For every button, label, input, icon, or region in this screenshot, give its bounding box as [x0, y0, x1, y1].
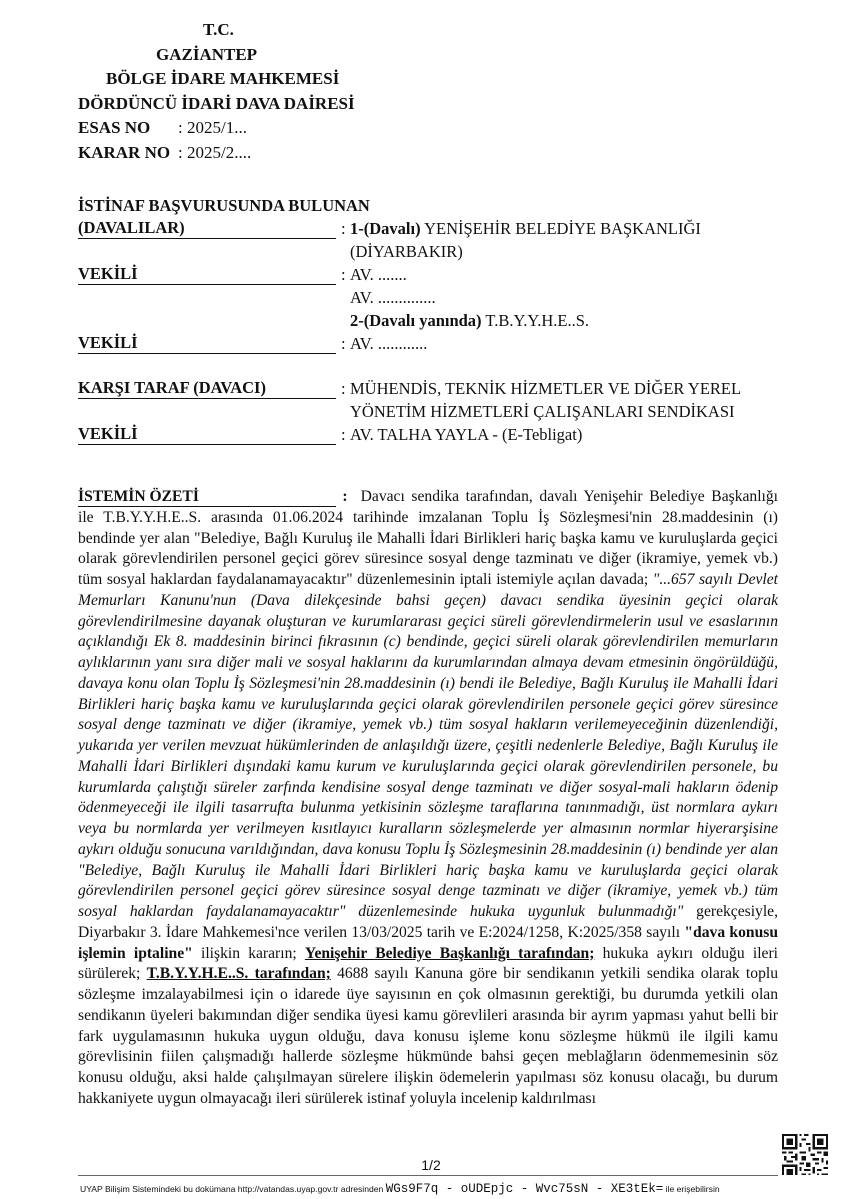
- summary-decision: "dava konusu işlemin iptaline": [78, 923, 778, 962]
- footer-text-before: UYAP Bilişim Sistemindeki bu dokümana http://vatandas.uyap.gov.tr adresinden: [80, 1184, 384, 1194]
- defendant-2-row: [78, 309, 778, 332]
- summary-appellant-2: T.B.Y.Y.H.E..S. tarafından;: [146, 965, 331, 983]
- karar-value: : 2025/2....: [178, 142, 252, 162]
- summary-text-1: Davacı sendika tarafından, davalı Yenişehir Belediye Başkanlığı ile T.B.Y.Y.H.E..S. arasında 01.06.2024 tarihinde imzalanan Toplu İş Sözleşmesi'nin 28.maddesinin (ı) bendinde yer alan "Belediye, Bağlı Kuruluş ile Mahalli İdari Birlikleri hariç başka kamu ve kuruluşlarda geçici olarak görevlendirilen personel geçici görev süresince sosyal denge tazminatı ve diğer (ikramiye, yemek vb.) tüm sosyal haklardan faydalanamayacaktır" düzenlemesinin iptali istemiyle açılan davada;: [78, 488, 778, 588]
- colon: :: [341, 425, 346, 444]
- header-court: BÖLGE İDARE MAHKEMESİ: [106, 69, 340, 88]
- appeal-heading-row: [78, 194, 778, 217]
- appeal-heading: İSTİNAF BAŞVURUSUNDA BULUNAN: [78, 196, 370, 215]
- vekil-label: VEKİLİ: [78, 263, 336, 285]
- defendant-1: [350, 217, 778, 240]
- colon: :: [342, 488, 348, 505]
- vekil-2: AV. ............: [350, 334, 428, 353]
- summary-section: [78, 487, 778, 1110]
- summary-text-9: 4688 sayılı Kanuna göre bir sendikanın yetkili sendika olarak toplu sözleşme imzalayabilmesi için o idarede üye sayısının en çok olmasının gerektiği, bu durumda yetkili olan sendikanın üyeleri bakımından diğer sendika üyesi kamu görevlileri arasında bir ayrım yapması yahut belli bir fark uygulamasının hukuka uygun olduğu, dava konusu işleme konu sözleşme hükmü ile ilgili kamu görevlisinin fiilen çalışmadığı hallerde sözleşme hükmünde bahsi geçen meblağların ödenmemesinin söz konusu olduğu, aksi halde çalışılmayan sürelere ilişkin ödemelerin yapılması söz konusu olacağı, bu durum hakkaniyete uygun olmayacağı ileri sürülerek istinaf yoluyla incelenip kaldırılması: [78, 965, 778, 1107]
- vekil-1b-row: [78, 286, 778, 309]
- vekil-label: VEKİLİ: [78, 332, 336, 354]
- vekil-2-row: [78, 332, 778, 377]
- plaintiff-row: [78, 377, 778, 423]
- uyap-footer: [0, 1175, 862, 1199]
- summary-appellant-1: Yenişehir Belediye Başkanlığı tarafından;: [304, 944, 595, 962]
- plaintiff-label: KARŞI TARAF (DAVACI): [78, 377, 336, 399]
- vekil-1-b: AV. ..............: [350, 288, 436, 307]
- header-city: GAZİANTEP: [156, 44, 258, 64]
- vekil-3-row: [78, 423, 778, 446]
- defendants-row: [78, 217, 778, 263]
- vekil-label: VEKİLİ: [78, 423, 336, 445]
- colon: :: [341, 219, 346, 238]
- footer-divider: [78, 1175, 778, 1176]
- esas-row: [78, 116, 355, 141]
- defendant-1-prefix: 1-(Davalı): [350, 219, 421, 238]
- page-number: 1/2: [421, 1157, 441, 1173]
- plaintiff-line-2: YÖNETİM HİZMETLERİ ÇALIŞANLARI SENDİKASI: [350, 402, 735, 421]
- footer-text: [80, 1182, 720, 1196]
- summary-text-5: ilişkin kararın;: [201, 944, 297, 962]
- summary-label: İSTEMİN ÖZETİ: [78, 487, 336, 507]
- summary-text-3: gerekçesiyle, Diyarbakır 3. İdare Mahkemesi'nce verilen 13/03/2025 tarih ve E:2024/1258, K:2025/358 sayılı: [78, 903, 778, 941]
- vekil-3: AV. TALHA YAYLA - (E-Tebligat): [350, 425, 583, 444]
- plaintiff-line-1: MÜHENDİS, TEKNİK HİZMETLER VE DİĞER YEREL: [350, 379, 742, 398]
- defendant-1-city: (DİYARBAKIR): [350, 242, 463, 261]
- karar-label: KARAR NO: [78, 142, 171, 162]
- vekil-1-a: AV. .......: [350, 265, 407, 284]
- karar-row: [78, 141, 355, 166]
- esas-value: : 2025/1...: [178, 118, 247, 137]
- header-chamber: DÖRDÜNCÜ İDARİ DAVA DAİRESİ: [78, 93, 355, 113]
- summary-quote: "...657 sayılı Devlet Memurları Kanunu'nun (Dava dilekçesinde bahsi geçen) davacı sendika üyesinin geçici olarak görevlendirilmesine dayanak oluşturan ve kurumlararası geçici süreli görevlendirmelerin usul ve esaslarının açıklandığı Ek 8. maddesinin birinci fıkrasının (c) bendinde, geçici süreli olarak görevlendirilen memurların aylıklarının yanı sıra diğer mali ve sosyal haklarını da kurumlarından almaya devam etmesinin öngörüldüğü, davaya konu olan Toplu İş Sözleşmesi'nin 28.maddesinin (ı) bendi ile Belediye, Bağlı Kuruluş ile Mahalli İdari Birlikleri hariç başka kamu ve kuruluşlarında geçici olarak görevlendirilen personele geçici görev süresince sosyal denge tazminatı ve diğer (ikramiye, yemek vb.) tüm sosyal hakların verilemeyeceğinin düzenlendiği, yukarıda yer verilen mevzuat hükümlerinden de anlaşıldığı üzere, çeşitli nedenlerle Belediye, Bağlı Kuruluş ile Mahalli İdari Birlikleri dışındaki kamu kurum ve kuruluşlarında geçici olarak görevlendirilen personele, bu kurumlarda çalıştığı süreler zarfında kendisine sosyal denge tazminatı ve diğer sosyal-mali hakların ödenip ödenmeyeceği ile ilgili tasarrufta bulunma yetkisinin sözleşme taraflarına tanınmadığı, üst normlara aykırı veya bu normlarda yer verilmeyen kısıtlayıcı kuralların sözleşmelerde yer almasının normlar hiyerarşisine aykırı olduğu sonucuna varıldığından, dava konusu Toplu İş Sözleşmesinin 28.maddesinin (ı) bendinde yer alan "Belediye, Bağlı Kuruluş ile Mahalli İdari Birlikleri hariç başka kamu ve kuruluşlarda geçici olarak görevlendirilen personel geçici görev süresince sosyal denge tazminatı ve diğer (ikramiye, yemek vb.) tüm sosyal haklardan faydalanamayacaktır" düzenlemesinde hukuka uygunluk bulunmadığı": [78, 571, 779, 920]
- summary-text-7: hukuka aykırı olduğu ileri sürülerek;: [78, 944, 778, 983]
- header-tc: T.C.: [203, 20, 234, 39]
- parties-block: [78, 194, 778, 446]
- vekil-1-row: [78, 263, 778, 286]
- summary-paragraph: [78, 487, 778, 1110]
- colon: :: [341, 334, 346, 353]
- defendant-2-name: T.B.Y.Y.H.E..S.: [485, 311, 589, 330]
- defendants-label: (DAVALILAR): [78, 217, 336, 239]
- defendant-2: [350, 309, 778, 332]
- court-header: [78, 18, 355, 165]
- defendant-2-prefix: 2-(Davalı yanında): [350, 311, 482, 330]
- defendant-1-name: YENİŞEHİR BELEDİYE BAŞKANLIĞI: [424, 219, 701, 238]
- colon: :: [341, 265, 346, 284]
- verification-code: WGs9F7q - oUDEpjc - Wvc75sN - XE3tEk=: [385, 1182, 664, 1196]
- footer-text-after: ile erişebilirsin: [665, 1184, 720, 1194]
- esas-label: ESAS NO: [78, 118, 151, 137]
- colon: :: [341, 379, 346, 398]
